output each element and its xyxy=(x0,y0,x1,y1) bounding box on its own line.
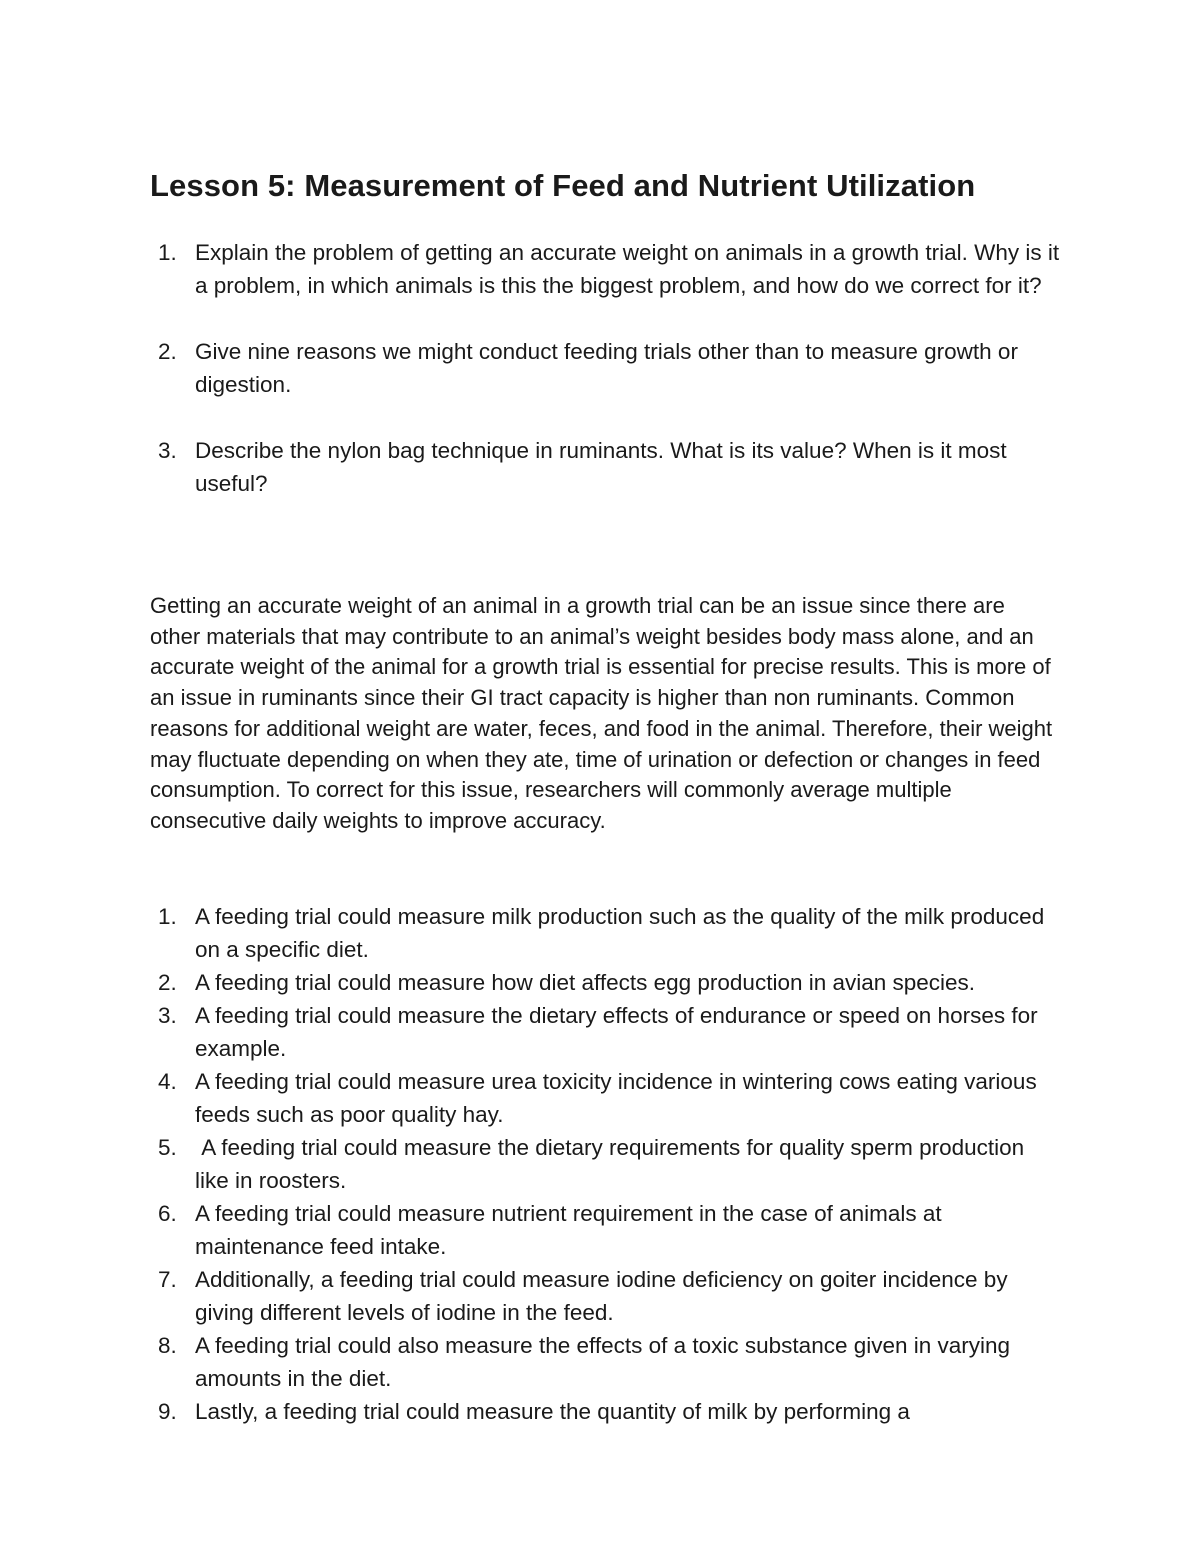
question-item-3 xyxy=(150,434,1060,500)
reason-item-2 xyxy=(150,966,1060,999)
question-text: Describe the nylon bag technique in ruminants. What is its value? When is it most useful? xyxy=(195,438,1007,496)
reason-text: A feeding trial could measure how diet affects egg production in avian species. xyxy=(195,970,976,995)
reason-text: Lastly, a feeding trial could measure the quantity of milk by performing a xyxy=(195,1399,910,1424)
question-number: 2. xyxy=(158,339,177,364)
reason-text: A feeding trial could measure the dietary effects of endurance or speed on horses for example. xyxy=(195,1003,1038,1061)
question-number: 3. xyxy=(158,438,177,463)
reason-text: A feeding trial could measure nutrient requirement in the case of animals at maintenance feed intake. xyxy=(195,1201,942,1259)
question-item-2 xyxy=(150,335,1060,401)
reason-number: 7. xyxy=(158,1267,177,1292)
reason-number: 5. xyxy=(158,1135,177,1160)
reason-number: 2. xyxy=(158,970,177,995)
reason-item-4 xyxy=(150,1065,1060,1131)
reason-number: 6. xyxy=(158,1201,177,1226)
reasons-list xyxy=(150,900,1060,1428)
reason-number: 9. xyxy=(158,1399,177,1424)
question-list xyxy=(150,236,1060,533)
reason-number: 3. xyxy=(158,1003,177,1028)
page-title: Lesson 5: Measurement of Feed and Nutrient Utilization xyxy=(150,168,976,203)
reason-text: Additionally, a feeding trial could measure iodine deficiency on goiter incidence by giving different levels of iodine in the feed. xyxy=(195,1267,1008,1325)
reason-text: A feeding trial could measure milk production such as the quality of the milk produced on a specific diet. xyxy=(195,904,1045,962)
reason-item-8 xyxy=(150,1329,1060,1395)
question-text: Explain the problem of getting an accurate weight on animals in a growth trial. Why is it a problem, in which animals is this the biggest problem, and how do we correct for it? xyxy=(195,240,1060,298)
question-item-1 xyxy=(150,236,1060,302)
reason-item-1 xyxy=(150,900,1060,966)
reason-item-9 xyxy=(150,1395,1060,1428)
reason-number: 1. xyxy=(158,904,177,929)
reason-item-3 xyxy=(150,999,1060,1065)
reason-text: A feeding trial could measure the dietary requirements for quality sperm production like in roosters. xyxy=(195,1135,1031,1193)
reason-item-7 xyxy=(150,1263,1060,1329)
reason-text: A feeding trial could also measure the effects of a toxic substance given in varying amounts in the diet. xyxy=(195,1333,1011,1391)
question-number: 1. xyxy=(158,240,177,265)
reason-item-6 xyxy=(150,1197,1060,1263)
answer-paragraph: Getting an accurate weight of an animal in a growth trial can be an issue since there are other materials that may contribute to an animal’s weight besides body mass alone, and an accurate weight of the animal for a growth trial is essential for precise results. This is more of an issue in ruminants since their GI tract capacity is higher than non ruminants. Common reasons for additional weight are water, feces, and food in the animal. Therefore, their weight may fluctuate depending on when they ate, time of urination or defection or changes in feed consumption. To correct for this issue, researchers will commonly average multiple consecutive daily weights to improve accuracy. xyxy=(150,593,1053,833)
reason-number: 4. xyxy=(158,1069,177,1094)
reason-number: 8. xyxy=(158,1333,177,1358)
reason-text: A feeding trial could measure urea toxicity incidence in wintering cows eating various feeds such as poor quality hay. xyxy=(195,1069,1037,1127)
reason-item-5 xyxy=(150,1131,1060,1197)
question-text: Give nine reasons we might conduct feeding trials other than to measure growth or digestion. xyxy=(195,339,1018,397)
